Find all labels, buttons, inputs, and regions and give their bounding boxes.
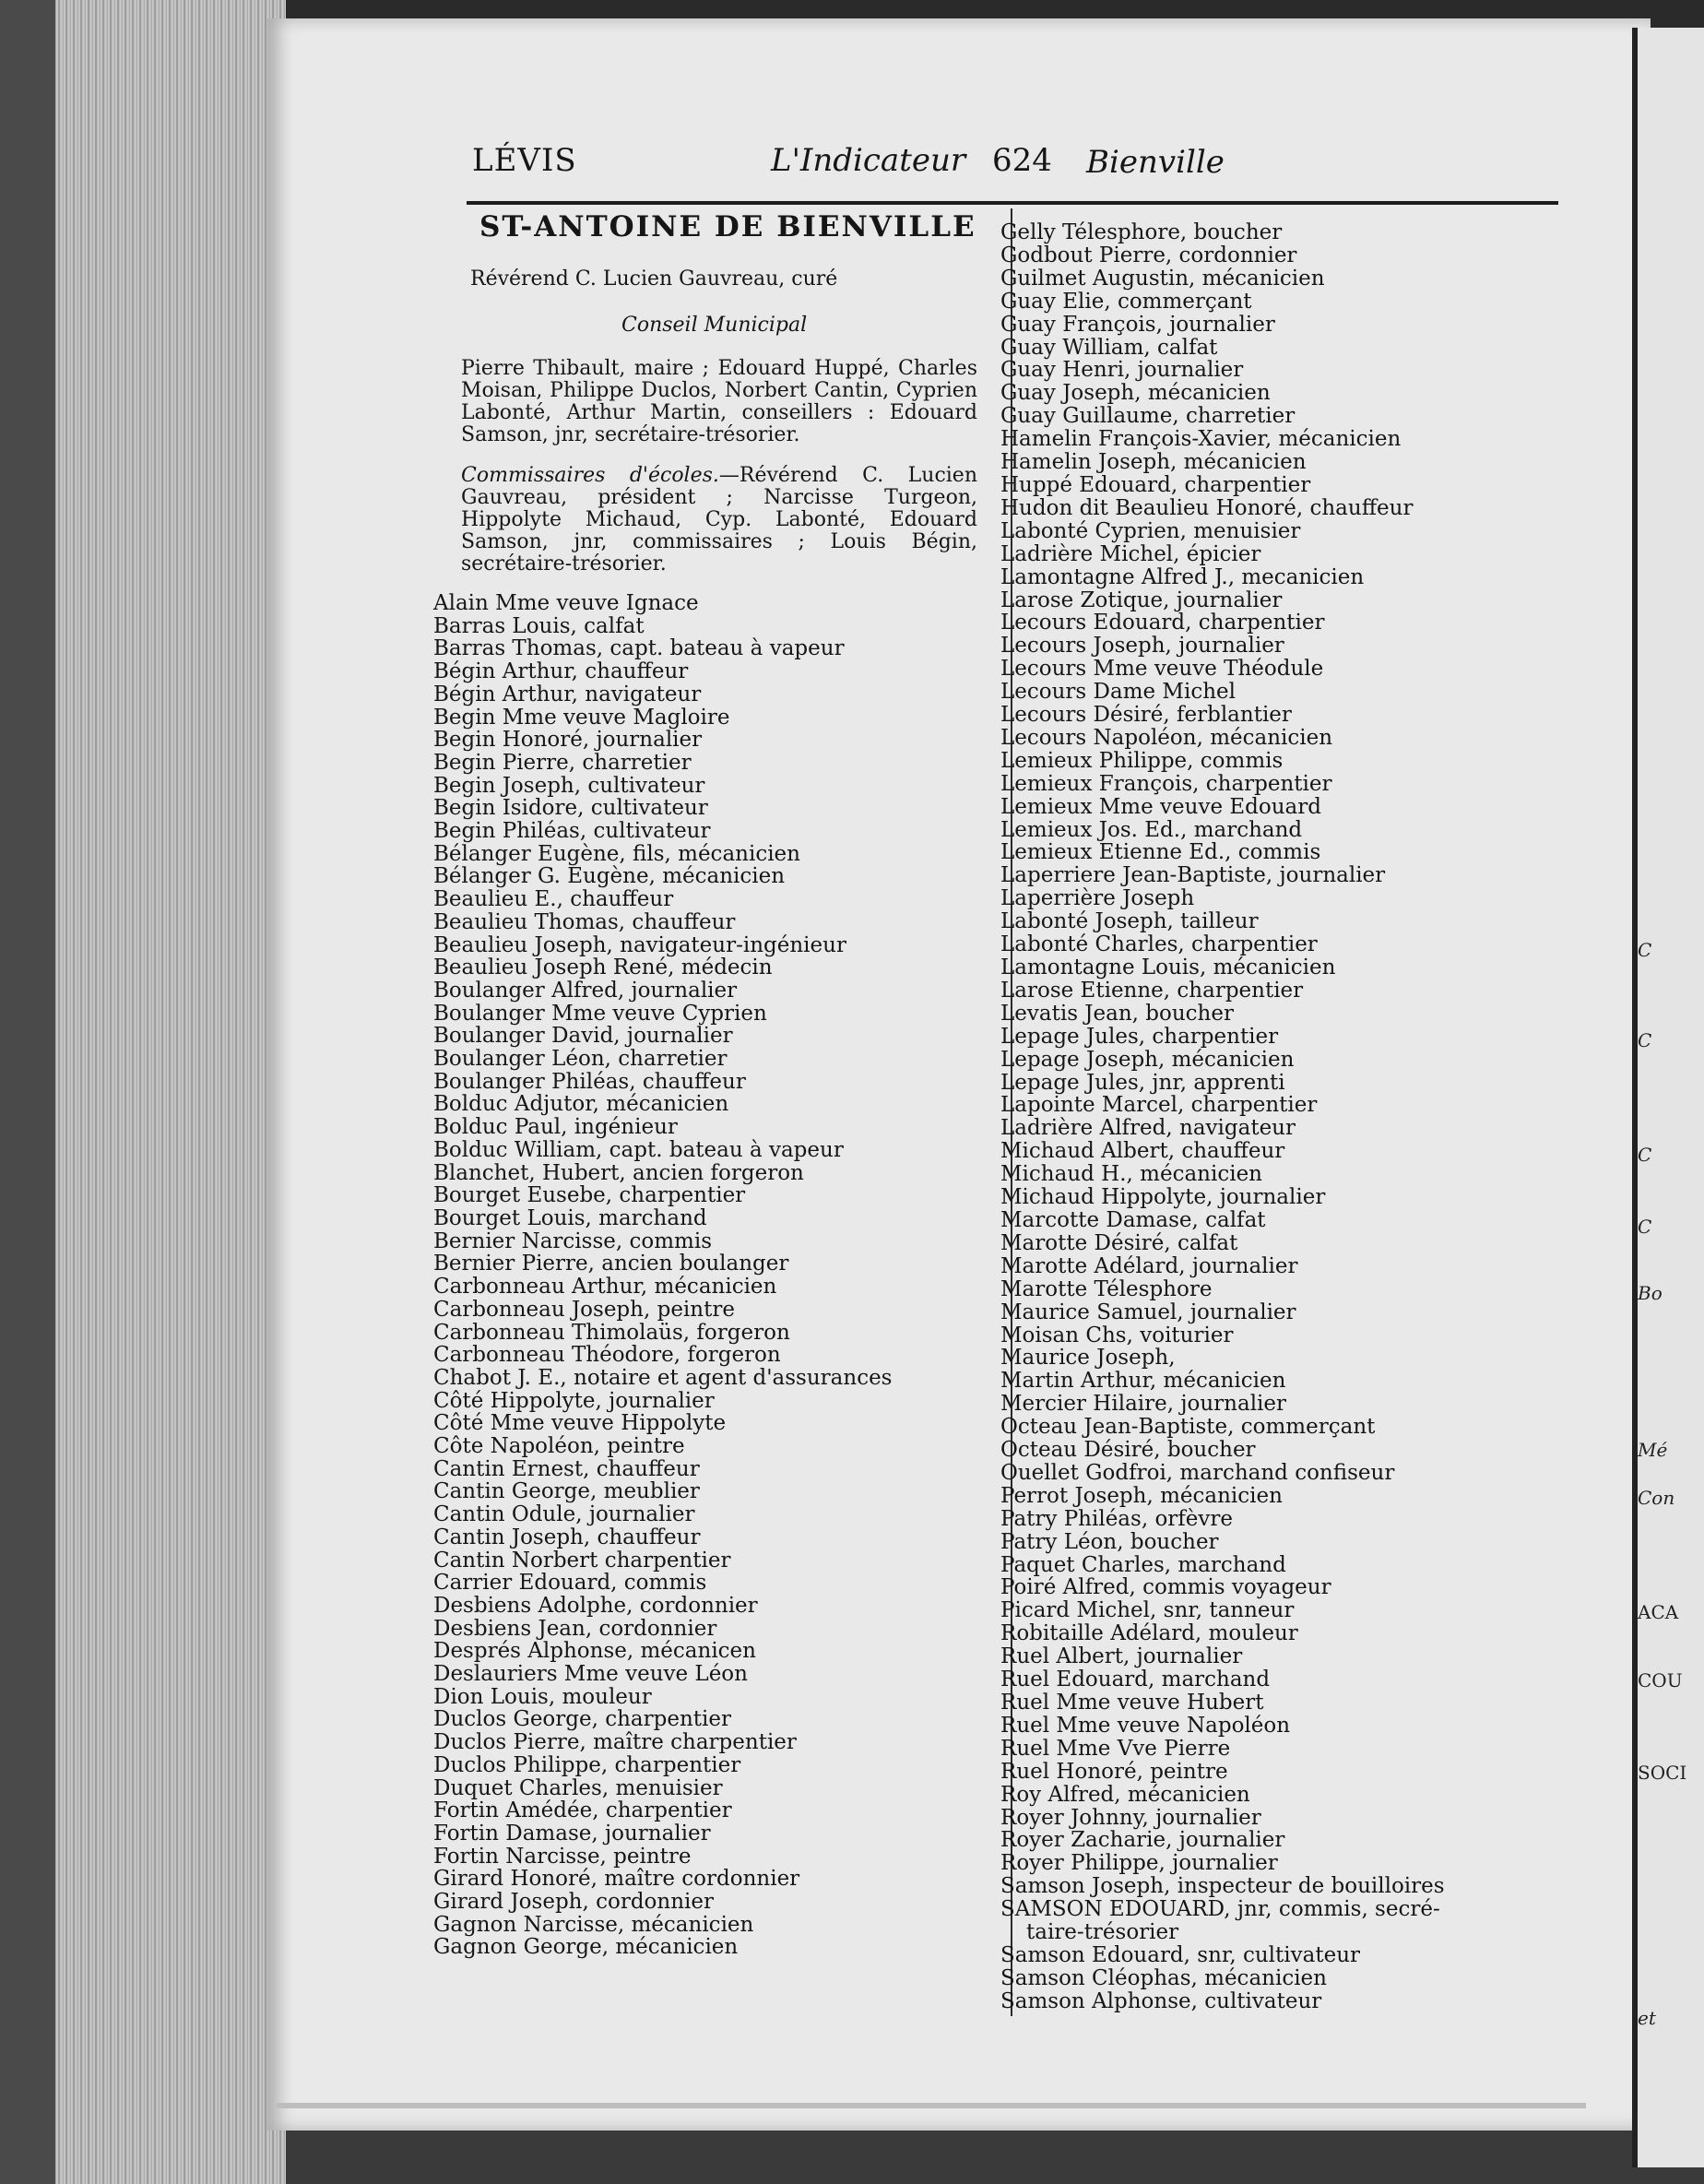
directory-entry: Girard Joseph, cordonnier — [433, 1890, 714, 1915]
directory-entry: Girard Honoré, maître cordonnier — [433, 1867, 800, 1892]
directory-entry: Hamelin François-Xavier, mécanicien — [1000, 427, 1402, 452]
cure-line: Révérend C. Lucien Gauvreau, curé — [470, 267, 838, 291]
directory-entry: Cantin Joseph, chauffeur — [433, 1525, 701, 1549]
directory-entry: Bernier Narcisse, commis — [433, 1228, 713, 1253]
facing-page-fragment: C — [1638, 1144, 1652, 1166]
directory-entry: Boulanger Léon, charretier — [433, 1047, 728, 1072]
directory-entry: Robitaille Adélard, mouleur — [1000, 1621, 1298, 1646]
directory-entry: Lepage Jules, charpentier — [1000, 1024, 1279, 1049]
directory-entry: Côté Hippolyte, journalier — [433, 1388, 715, 1413]
directory-entry: Bernier Pierre, ancien boulanger — [433, 1252, 789, 1276]
commissaires-text: —Révérend C. Lucien Gauvreau, président ; Narcisse Turgeon, Hippolyte Michaud, Cyp. Labonté, Edouard Samson, jnr, commissaires ; Louis Bégin, secrétaire-trésorier. — [461, 464, 977, 576]
directory-entry: Begin Joseph, cultivateur — [433, 773, 705, 798]
facing-page-fragment: Mé — [1638, 1439, 1668, 1461]
directory-entry: Guay William, calfat — [1000, 335, 1218, 360]
right-column — [1000, 208, 1554, 2013]
directory-entry: Carrier Edouard, commis — [433, 1571, 707, 1596]
page-number: 624 — [992, 142, 1052, 179]
commissaires-label: Commissaires d'écoles. — [461, 464, 719, 487]
directory-entry: Begin Isidore, cultivateur — [433, 796, 708, 821]
conseil-paragraph — [461, 358, 977, 446]
directory-entry: Mercier Hilaire, journalier — [1000, 1392, 1287, 1417]
directory-entry: Duquet Charles, menuisier — [433, 1775, 723, 1800]
directory-entry: Carbonneau Arthur, mécanicien — [433, 1275, 777, 1300]
facing-page-fragment: Bo — [1638, 1282, 1663, 1304]
directory-entry: Begin Mme veuve Magloire — [433, 705, 730, 730]
directory-entry: Lepage Joseph, mécanicien — [1000, 1047, 1295, 1072]
directory-entry: Bélanger Eugène, fils, mécanicien — [433, 841, 800, 866]
directory-entry: Lemieux François, charpentier — [1000, 771, 1332, 796]
facing-page-fragment: C — [1638, 1216, 1652, 1238]
page-bottom-edge — [277, 2103, 1586, 2108]
directory-entry: Samson Edouard, snr, cultivateur — [1000, 1942, 1361, 1967]
directory-entry: Bélanger G. Eugène, mécanicien — [433, 864, 786, 889]
directory-entry: Ruel Honoré, peintre — [1000, 1759, 1228, 1784]
directory-entry: Beaulieu E., chauffeur — [433, 887, 674, 912]
directory-entry: Deslauriers Mme veuve Léon — [433, 1662, 748, 1687]
directory-entry: Begin Honoré, journalier — [433, 728, 703, 753]
header-title: L'Indicateur — [771, 142, 966, 179]
directory-entry: Bourget Louis, marchand — [433, 1205, 707, 1230]
directory-entry: Beaulieu Joseph, navigateur-ingénieur — [433, 932, 846, 957]
directory-entry: Michaud H., mécanicien — [1000, 1162, 1262, 1187]
directory-entry: Guay Guillaume, charretier — [1000, 404, 1296, 429]
directory-entry: Guay Henri, journalier — [1000, 358, 1244, 383]
directory-entry: Ouellet Godfroi, marchand confiseur — [1000, 1460, 1395, 1485]
directory-entry: Lecours Joseph, journalier — [1000, 634, 1284, 659]
directory-entry: Lamontagne Alfred J., mecanicien — [1000, 564, 1365, 589]
directory-entry: Laperrière Joseph — [1000, 886, 1195, 911]
directory-entry: Ladrière Alfred, navigateur — [1000, 1116, 1296, 1141]
directory-entry: Dion Louis, mouleur — [433, 1684, 652, 1709]
facing-page-fragment: SOCI — [1638, 1762, 1687, 1784]
directory-entry: Lecours Mme veuve Théodule — [1000, 657, 1324, 682]
directory-entry: Begin Pierre, charretier — [433, 750, 692, 775]
directory-entry: Marcotte Damase, calfat — [1000, 1207, 1266, 1232]
directory-entry: Begin Philéas, cultivateur — [433, 819, 711, 844]
directory-entry: Maurice Samuel, journalier — [1000, 1300, 1296, 1324]
directory-entry: Laperriere Jean-Baptiste, journalier — [1000, 863, 1386, 888]
directory-entry: Côte Napoléon, peintre — [433, 1434, 685, 1459]
directory-entry: Marotte Adélard, journalier — [1000, 1253, 1298, 1278]
directory-entry: Blanchet, Hubert, ancien forgeron — [433, 1160, 804, 1185]
directory-entry: Ruel Mme veuve Napoléon — [1000, 1713, 1291, 1738]
directory-entry: Hudon dit Beaulieu Honoré, chauffeur — [1000, 495, 1414, 520]
directory-entry: Boulanger Mme veuve Cyprien — [433, 1001, 767, 1026]
directory-entry: Ruel Albert, journalier — [1000, 1644, 1243, 1669]
directory-entry: Ladrière Michel, épicier — [1000, 541, 1261, 566]
directory-entry: Guilmet Augustin, mécanicien — [1000, 266, 1325, 291]
commissaires-paragraph — [461, 465, 977, 576]
directory-entry: Desbiens Jean, cordonnier — [433, 1616, 717, 1641]
directory-entry: Lemieux Philippe, commis — [1000, 748, 1284, 773]
directory-entry: Octeau Désiré, boucher — [1000, 1438, 1256, 1463]
directory-entry: Lepage Jules, jnr, apprenti — [1000, 1070, 1285, 1095]
directory-entry: Lecours Napoléon, mécanicien — [1000, 725, 1333, 750]
header-subtitle: Bienville — [1086, 144, 1225, 181]
directory-entry: Guay François, journalier — [1000, 312, 1275, 337]
facing-page-fragment: COU — [1638, 1669, 1683, 1691]
directory-entry: Boulanger David, journalier — [433, 1024, 733, 1049]
directory-entry: Royer Philippe, journalier — [1000, 1851, 1278, 1876]
directory-entry: Picard Michel, snr, tanneur — [1000, 1598, 1295, 1623]
header-rule — [467, 201, 1558, 205]
directory-entry: Barras Thomas, capt. bateau à vapeur — [433, 636, 845, 661]
directory-entry: Martin Arthur, mécanicien — [1000, 1369, 1286, 1394]
directory-entry: Godbout Pierre, cordonnier — [1000, 243, 1297, 267]
directory-entry: Duclos George, charpentier — [433, 1707, 731, 1732]
directory-entry: Lemieux Jos. Ed., marchand — [1000, 817, 1303, 842]
left-column — [433, 208, 1005, 1959]
directory-entry: Guay Joseph, mécanicien — [1000, 381, 1271, 406]
directory-entry: Després Alphonse, mécanicen — [433, 1639, 756, 1664]
directory-entry: Michaud Hippolyte, journalier — [1000, 1185, 1326, 1210]
conseil-heading: Conseil Municipal — [621, 314, 808, 337]
directory-entry: Larose Zotique, journalier — [1000, 588, 1283, 612]
facing-page-fragment: C — [1638, 939, 1652, 961]
directory-entry: Cantin Odule, journalier — [433, 1502, 695, 1527]
directory-entry: Gelly Télesphore, boucher — [1000, 220, 1283, 244]
directory-entry: Cantin Ernest, chauffeur — [433, 1456, 700, 1481]
directory-entry: Boulanger Philéas, chauffeur — [433, 1069, 746, 1094]
directory-entry: Maurice Joseph, — [1000, 1346, 1176, 1371]
directory-entry: Ruel Mme Vve Pierre — [1000, 1736, 1231, 1761]
directory-entry: Lecours Dame Michel — [1000, 680, 1236, 705]
directory-entry: Gagnon George, mécanicien — [433, 1935, 739, 1960]
directory-entry: Lapointe Marcel, charpentier — [1000, 1093, 1318, 1118]
directory-entry: Hamelin Joseph, mécanicien — [1000, 450, 1307, 475]
directory-entry: Beaulieu Joseph René, médecin — [433, 956, 773, 980]
directory-entry: Patry Léon, boucher — [1000, 1529, 1219, 1554]
right-directory-list — [1000, 221, 1554, 2013]
directory-entry: Boulanger Alfred, journalier — [433, 978, 738, 1003]
directory-entry: Beaulieu Thomas, chauffeur — [433, 909, 736, 934]
directory-entry: Barras Louis, calfat — [433, 613, 645, 638]
directory-entry: Labonté Cyprien, menuisier — [1000, 518, 1301, 543]
directory-entry: Levatis Jean, boucher — [1000, 1001, 1234, 1026]
directory-entry: taire-trésorier — [1026, 1920, 1179, 1945]
directory-entry: Bégin Arthur, navigateur — [433, 682, 702, 706]
directory-entry: Fortin Damase, journalier — [433, 1821, 711, 1846]
directory-entry: Royer Zacharie, journalier — [1000, 1828, 1285, 1853]
running-header — [467, 135, 1558, 186]
directory-entry: Larose Etienne, charpentier — [1000, 978, 1304, 1003]
directory-entry: Samson Cléophas, mécanicien — [1000, 1965, 1327, 1990]
directory-entry: Cantin George, meublier — [433, 1479, 700, 1504]
directory-entry: Marotte Télesphore — [1000, 1276, 1213, 1301]
directory-entry: Guay Elie, commerçant — [1000, 289, 1252, 314]
directory-entry: Lecours Edouard, charpentier — [1000, 611, 1325, 635]
directory-entry: Fortin Amédée, charpentier — [433, 1798, 732, 1823]
directory-entry: Labonté Charles, charpentier — [1000, 932, 1318, 957]
directory-entry: Labonté Joseph, tailleur — [1000, 909, 1259, 934]
directory-entry: Desbiens Adolphe, cordonnier — [433, 1593, 758, 1618]
directory-entry: Chabot J. E., notaire et agent d'assurances — [433, 1365, 893, 1390]
facing-page-fragment: C — [1638, 1029, 1652, 1051]
facing-page-fragment: ACA — [1638, 1601, 1679, 1623]
page-stack-edges — [55, 0, 286, 2184]
directory-entry: Lemieux Mme veuve Edouard — [1000, 794, 1321, 819]
directory-entry: Patry Philéas, orfèvre — [1000, 1506, 1234, 1531]
directory-entry: Bourget Eusebe, charpentier — [433, 1183, 746, 1208]
directory-entry: Moisan Chs, voiturier — [1000, 1323, 1234, 1347]
directory-entry: Côté Mme veuve Hippolyte — [433, 1411, 727, 1436]
directory-entry: Carbonneau Thimolaüs, forgeron — [433, 1320, 790, 1345]
directory-entry: Ruel Mme veuve Hubert — [1000, 1691, 1264, 1715]
directory-entry: Marotte Désiré, calfat — [1000, 1230, 1238, 1255]
directory-entry: Duclos Pierre, maître charpentier — [433, 1730, 797, 1755]
header-place: LÉVIS — [472, 142, 577, 179]
section-title: ST-ANTOINE DE BIENVILLE — [479, 210, 976, 243]
directory-entry: Samson Alphonse, cultivateur — [1000, 1988, 1322, 2013]
directory-entry: Royer Johnny, journalier — [1000, 1805, 1261, 1830]
directory-entry: Alain Mme veuve Ignace — [433, 591, 699, 615]
directory-entry: Lecours Désiré, ferblantier — [1000, 703, 1292, 728]
facing-page — [1632, 28, 1704, 2167]
directory-entry: Duclos Philippe, charpentier — [433, 1752, 741, 1777]
directory-entry: Lemieux Etienne Ed., commis — [1000, 840, 1321, 865]
directory-entry: Lamontagne Louis, mécanicien — [1000, 956, 1336, 979]
directory-entry: Cantin Norbert charpentier — [433, 1548, 731, 1573]
directory-entry: Gagnon Narcisse, mécanicien — [433, 1912, 754, 1937]
conseil-text: Pierre Thibault, maire ; Edouard Huppé, Charles Moisan, Philippe Duclos, Norbert Cantin, Cyprien Labonté, Arthur Martin, conseillers : Edouard Samson, jnr, secrétaire-trésorier. — [461, 357, 977, 446]
directory-entry: Bolduc Adjutor, mécanicien — [433, 1092, 729, 1117]
directory-entry: Michaud Albert, chauffeur — [1000, 1139, 1285, 1164]
left-directory-list — [433, 592, 1005, 1959]
directory-entry: Octeau Jean-Baptiste, commerçant — [1000, 1415, 1376, 1440]
facing-page-fragment: et — [1638, 2007, 1656, 2029]
directory-entry: Roy Alfred, mécanicien — [1000, 1782, 1250, 1807]
directory-entry: Huppé Edouard, charpentier — [1000, 472, 1311, 497]
directory-entry: Ruel Edouard, marchand — [1000, 1668, 1271, 1692]
directory-entry: Samson Joseph, inspecteur de bouilloires — [1000, 1874, 1445, 1899]
directory-entry: Paquet Charles, marchand — [1000, 1552, 1286, 1577]
directory-entry: Bolduc Paul, ingénieur — [433, 1115, 678, 1140]
directory-entry: Poiré Alfred, commis voyageur — [1000, 1575, 1331, 1600]
directory-entry: Bolduc William, capt. bateau à vapeur — [433, 1137, 844, 1162]
directory-entry: Carbonneau Joseph, peintre — [433, 1297, 735, 1322]
facing-page-fragment: Con — [1638, 1487, 1675, 1509]
directory-entry: Fortin Narcisse, peintre — [433, 1844, 692, 1869]
directory-entry: Bégin Arthur, chauffeur — [433, 659, 689, 684]
directory-entry: Perrot Joseph, mécanicien — [1000, 1483, 1283, 1508]
directory-entry: SAMSON EDOUARD, jnr, commis, secré- — [1000, 1897, 1440, 1922]
directory-entry: Carbonneau Théodore, forgeron — [433, 1343, 781, 1368]
